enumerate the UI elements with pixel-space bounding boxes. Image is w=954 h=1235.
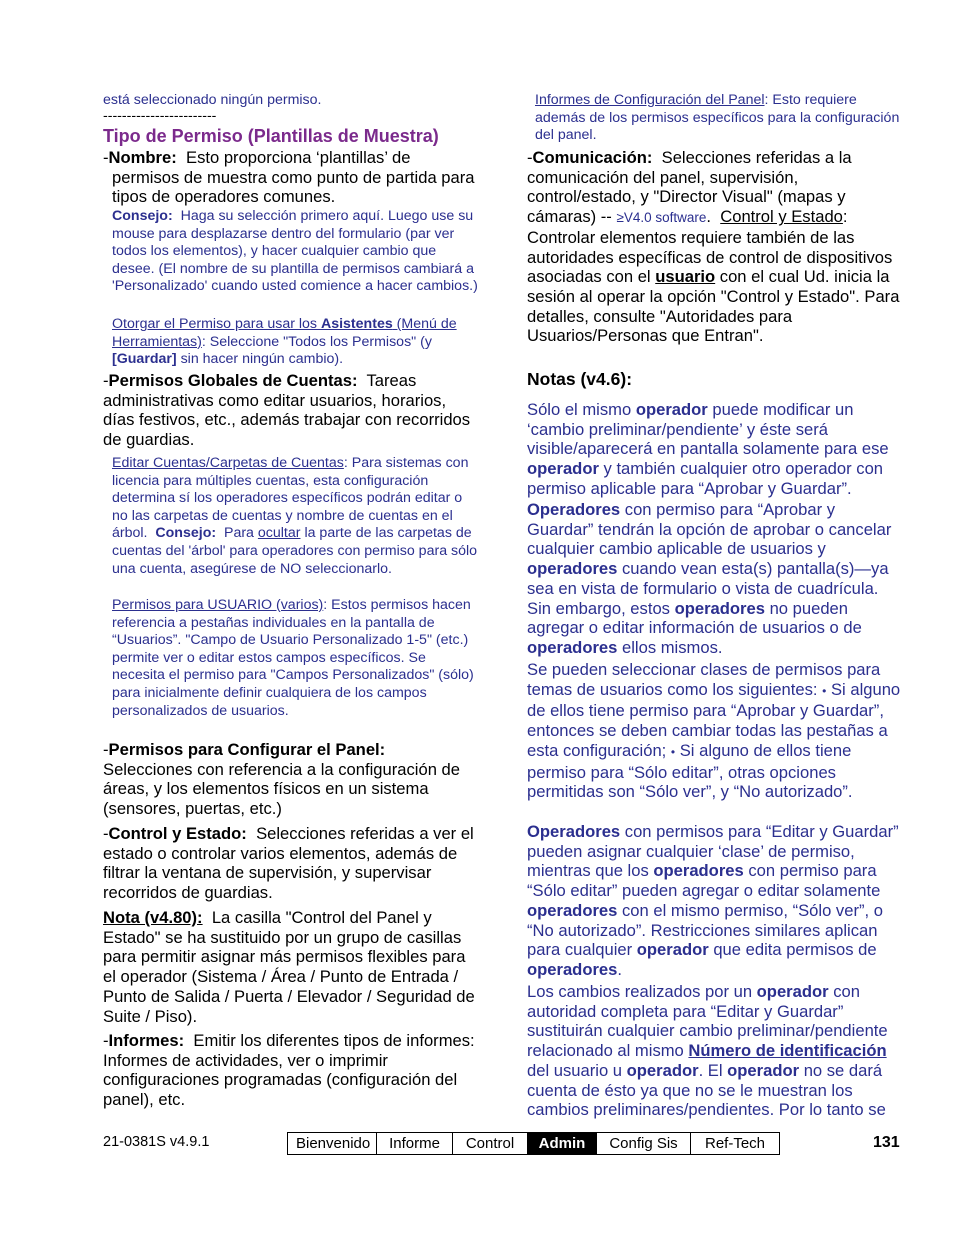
- usuario-note: [112, 597, 480, 720]
- numero-identificacion-link[interactable]: Número de identificación: [688, 1041, 887, 1061]
- p4-operadores-2: operadores: [653, 861, 744, 881]
- otorgar-link-text2: (Menú de Herramientas): [112, 316, 457, 350]
- nota-480-label: Nota (v4.80):: [103, 908, 203, 927]
- p1-c: y también cualquier otro operador con permiso aplicable para “Aprobar y Guardar”.: [527, 459, 884, 498]
- otorgar-text: : Seleccione "Todos los Permisos" (y: [201, 333, 432, 350]
- editar-consejo-label: Consejo:: [155, 525, 217, 542]
- nota-480-text: La casilla "Control del Panel y Estado" se ha sustituido por un grupo de casillas para permitir asignar más permisos flexibles para el operador (Sistema / Área / Punto de Entrada / Punto de Salida / Puerta / Elevador / Seguridad de Suite / Piso).: [103, 908, 475, 1026]
- divider-dashes: ------------------------: [103, 108, 217, 124]
- panel-item: -Permisos para Configurar el Panel: Selecciones con referencia a la configuración de áreas, y los elementos físicos en un sistema (sensores, puertas, etc.): [103, 740, 460, 819]
- comunicacion-text: Selecciones referidas a la comunicación del panel, supervisión, control/estado, y "Director Visual" (mapas y cámaras) --: [527, 148, 852, 227]
- notas-para-4: [527, 822, 904, 980]
- p4-b: con permiso para “Sólo editar” pueden agregar o editar solamente: [527, 861, 881, 901]
- p2-operadores: Operadores: [527, 500, 621, 519]
- editar-text: : Para sistemas con licencia para múltiples cuentas, esta configuración determina sí los operadores específicos podrán editar o no las carpetas de cuentas y nombre de cuentas en el árbol.: [112, 455, 469, 542]
- p4-e: .: [617, 959, 622, 979]
- control-item: -Control y Estado: Selecciones referidas a ver el estado o controlar varios elementos, además de filtrar la ventana de supervisión, y supervisar recorridos de guardias.: [103, 824, 474, 903]
- informes-text: Emitir los diferentes tipos de informes: Informes de actividades, ver o imprimir configuraciones programadas (configuración del panel), etc.: [103, 1031, 475, 1110]
- version-badge: ≥V4.0 software: [616, 210, 707, 226]
- footer-nav: [287, 1132, 780, 1155]
- p5-operador-2: operador: [626, 1060, 699, 1080]
- nav-bienvenido[interactable]: Bienvenido: [288, 1133, 377, 1154]
- control-label: Control y Estado:: [108, 824, 247, 843]
- otorgar-link-text: Otorgar el Permiso para usar los: [112, 316, 321, 332]
- consejo-1: [112, 208, 480, 296]
- globales-text: Tareas administrativas como editar usuarios, horarios, días festivos, etc., además trabajar con recorridos de guardias.: [103, 371, 471, 450]
- globales-label: Permisos Globales de Cuentas:: [108, 371, 358, 390]
- p4-operadores: Operadores: [527, 822, 621, 841]
- otorgar-link-bold: Asistentes: [320, 316, 393, 332]
- p3-a: Se pueden seleccionar clases de permisos para temas de usuarios como los siguientes:: [527, 660, 881, 699]
- p2-operadores-3: operadores: [674, 598, 765, 618]
- comunicacion-text3: con el cual Ud. inicia la sesión al operar la opción "Control y Estado". Para detalles, consulte "Autoridades para Usuarios/Personas que Entran".: [527, 267, 900, 346]
- p1-b: puede modificar un ‘cambio preliminar/pendiente’ y éste será visible/aparecerá en pantalla solamente para ese: [527, 400, 889, 459]
- p5-c: del usuario u: [527, 1060, 627, 1080]
- consejo-1-text: Haga su selección primero aquí. Luego use su mouse para desplazarse dentro del formulario (par ver todos los elementos), y hacer cualquier cambio que desee. (El nombre de su plantilla de permisos cambiará a 'Personalizado' cuando usted comience a hacer cambios.): [112, 208, 478, 295]
- notas-para-1: [527, 400, 904, 499]
- nav-admin[interactable]: Admin: [528, 1133, 597, 1154]
- p4-operador: operador: [636, 940, 709, 960]
- panel-text: Selecciones con referencia a la configuración de áreas, y los elementos físicos en un sistema (sensores, puertas, etc.): [103, 759, 460, 819]
- p2-a: con permiso para “Aprobar y Guardar” tendrán la opción de aprobar o cancelar cualquier cambio aplicable de usuarios y: [527, 500, 892, 559]
- control-text: Selecciones referidas a ver el estado o controlar varios elementos, además de filtrar la ventana de supervisión, y supervisar recorridos de guardias.: [103, 824, 474, 903]
- p4-d: que edita permisos de: [708, 940, 877, 960]
- editar-text3: la parte de las carpetas de cuentas del 'árbol' para operadores con permiso para sólo una cuenta, asegúrese de NO seleccionarlo.: [112, 525, 478, 577]
- p5-e: no se dará cuenta de ésto ya que no se le muestran los cambios preliminares/pendientes. Por lo tanto se: [527, 1060, 886, 1120]
- p4-c: con el mismo permiso, “Sólo ver”, o “No autorizado”. Restricciones similares aplican para cualquier: [527, 900, 883, 960]
- informes-item: -Informes: Emitir los diferentes tipos de informes: Informes de actividades, ver o imprimir configuraciones programadas (configuración del panel), etc.: [103, 1031, 475, 1110]
- p1-operador-2: operador: [527, 459, 599, 479]
- p3-b: Si alguno de ellos tiene permiso para “Aprobar y Guardar”, entonces se deben cambiar todas las pestañas a esta configuración;: [527, 679, 901, 760]
- editar-text2: Para: [223, 525, 258, 542]
- config-panel-text: : Esto requiere además de los permisos específicos para la configuración del panel.: [535, 92, 900, 144]
- comunicacion-item: -Comunicación: Selecciones referidas a la comunicación del panel, supervisión, control/estado, y "Director Visual" (mapas y cámaras) -- ≥V4.0 software. Control y Estado: Controlar elementos requiere también de las autoridades específicas de control de dispositivos asociadas con el usuario con el cual Ud. inicia la sesión al operar la opción "Control y Estado". Para detalles, consulte "Autoridades para Usuarios/Personas que Entran".: [527, 148, 900, 346]
- informes-label: Informes:: [108, 1031, 185, 1050]
- otorgar-note: [112, 316, 480, 369]
- p1-operador: operador: [635, 400, 708, 419]
- p5-d: . El: [698, 1060, 728, 1080]
- top-note: está seleccionado ningún permiso.: [103, 92, 322, 108]
- usuario-link-2[interactable]: usuario: [655, 267, 716, 287]
- p5-a: Los cambios realizados por un: [527, 982, 757, 1001]
- control-estado-link[interactable]: Control y Estado: [720, 207, 843, 227]
- p2-operadores-4: operadores: [527, 637, 618, 657]
- p3-c: Si alguno de ellos tiene permiso para “Sólo editar”, otras opciones permitidas son “Sólo ver”, y “No autorizado”.: [527, 740, 853, 802]
- p5-b: con autoridad completa para “Editar y Guardar” sustituirán cualquier cambio preliminar/pendiente relacionado al mismo: [527, 982, 888, 1061]
- bullet-1: •: [822, 683, 827, 698]
- notas-para-3: [527, 660, 904, 802]
- nombre-text: Esto proporciona ‘plantillas’ de permisos de muestra como punto de partida para tipos de operadores comunes.: [112, 148, 475, 207]
- p4-operadores-3: operadores: [527, 900, 618, 920]
- page-number: 131: [873, 1134, 900, 1151]
- panel-label: Permisos para Configurar el Panel:: [108, 740, 386, 759]
- p4-a: con permisos para “Editar y Guardar” pueden asignar cualquier ‘clase’ de permiso, mientras que los: [527, 822, 899, 881]
- p2-c: no pueden agregar o editar información de usuarios o de: [527, 598, 862, 638]
- guardar-label: [Guardar]: [112, 351, 177, 368]
- p1-a: Sólo el mismo: [527, 400, 636, 419]
- config-panel-link[interactable]: Informes de Configuración del Panel: [535, 92, 765, 108]
- notas-para-2: [527, 500, 904, 658]
- p2-d: ellos mismos.: [617, 637, 723, 657]
- config-panel-note: [535, 92, 904, 145]
- p5-operador-3: operador: [727, 1060, 800, 1080]
- bullet-2: •: [670, 744, 676, 759]
- p2-operadores-2: operadores: [527, 559, 618, 579]
- notas-title: Notas (v4.6):: [527, 369, 633, 389]
- p4-operadores-4: operadores: [527, 959, 618, 979]
- doc-id: 21-0381S v4.9.1: [103, 1134, 210, 1150]
- consejo-1-label: Consejo:: [112, 208, 173, 224]
- notas-para-5: [527, 982, 904, 1120]
- nombre-label: Nombre:: [108, 148, 177, 167]
- nav-config-sis[interactable]: Config Sis: [597, 1133, 691, 1154]
- p2-b: cuando vean esta(s) pantalla(s)—ya sea en vista de formulario o vista de cuadrícula. Sin embargo, estos: [527, 559, 889, 618]
- usuario-text: : Estos permisos hacen referencia a pestañas individuales en la pantalla de “Usuarios”. "Campo de Usuario Personalizado 1-5" (etc.) permite ver o editar estos campos específicos. Se necesita el permiso para "Campos Personalizados" (sólo) para inicialmente definir cualquiera de los campos personalizados de usuarios.: [112, 597, 474, 719]
- editar-link[interactable]: Editar Cuentas/Carpetas de Cuentas: [112, 455, 344, 471]
- ocultar-link[interactable]: ocultar: [257, 525, 301, 542]
- comunicacion-text2: : Controlar elementos requiere también de las autoridades específicas de control de dispositivos asociadas con el: [527, 207, 893, 287]
- p5-operador: operador: [756, 982, 829, 1001]
- otorgar-text2: sin hacer ningún cambio).: [176, 351, 344, 368]
- nombre-item: -Nombre: Esto proporciona ‘plantillas’ de permisos de muestra como punto de partida para tipos de operadores comunes.: [103, 148, 475, 207]
- nav-informe[interactable]: Informe: [377, 1133, 453, 1154]
- nav-ref-tech[interactable]: Ref-Tech: [704, 1135, 766, 1152]
- nota-480: [103, 908, 480, 1026]
- comunicacion-label: Comunicación:: [532, 148, 653, 167]
- globales-item: -Permisos Globales de Cuentas: Tareas administrativas como editar usuarios, horarios, días festivos, etc., además trabajar con recorridos de guardias.: [103, 371, 471, 450]
- usuario-link[interactable]: Permisos para USUARIO (varios): [112, 597, 324, 613]
- section-title: Tipo de Permiso (Plantillas de Muestra): [103, 126, 439, 146]
- nav-control[interactable]: Control: [453, 1133, 528, 1154]
- editar-note: [112, 455, 480, 578]
